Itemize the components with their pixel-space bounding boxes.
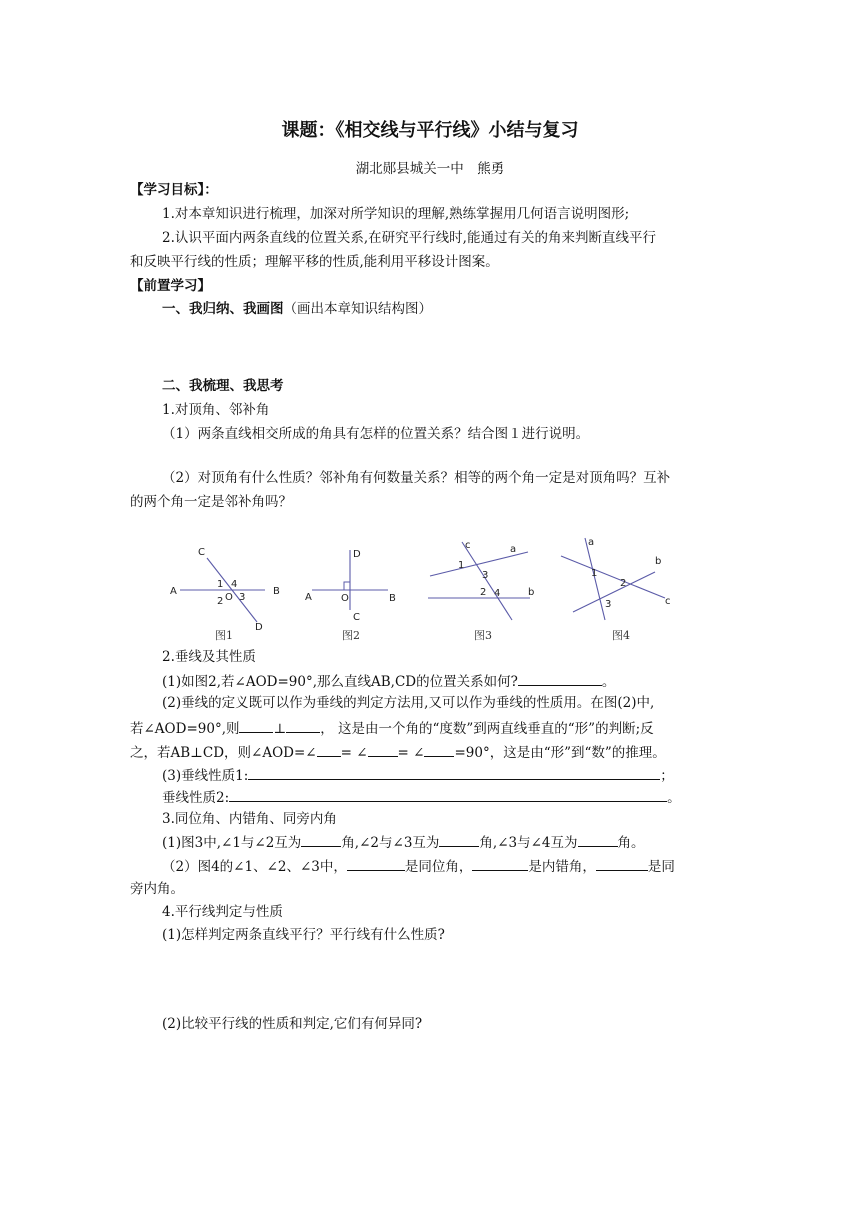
- figure-3: [420, 536, 550, 632]
- angles-q1-text-3: 角,∠3与∠4互为: [479, 835, 578, 851]
- fig3-angle-1: 1: [458, 560, 465, 571]
- figure-2-caption: 图2: [342, 629, 360, 642]
- angles-q1-blank-3[interactable]: [578, 832, 618, 847]
- perp-q2c-eq-2: = ∠: [397, 745, 425, 761]
- fig1-angle-4: 4: [231, 579, 238, 590]
- angles-q2-text-2: 是同位角，: [404, 859, 473, 875]
- goals-heading: 【学习目标】：: [130, 182, 218, 198]
- perp-q2c-blank-2[interactable]: [368, 742, 398, 757]
- angles-q1-text-2: 角,∠2与∠3互为: [341, 835, 440, 851]
- angles-question-1: [162, 832, 645, 852]
- fig4-line-a: [585, 538, 605, 620]
- author-line: 湖北郧县城关一中 熊勇: [355, 161, 505, 177]
- part-1-question-2a: （2）对顶角有什么性质？邻补角有何数量关系？相等的两个角一定是对顶角吗？互补: [162, 470, 671, 486]
- fig3-angle-3: 3: [482, 570, 489, 581]
- perp-q2b-blank-1[interactable]: [239, 718, 273, 733]
- perp-property-1: [162, 765, 674, 785]
- section-1-note: （画出本章知识结构图）: [283, 301, 432, 317]
- fig3-label-a: a: [510, 544, 517, 555]
- fig2-label-c: C: [353, 612, 360, 623]
- section-1-line: [162, 300, 432, 318]
- fig3-line-a: [430, 552, 528, 576]
- angles-q1-text-1: (1)图3中,∠1与∠2互为: [162, 835, 302, 851]
- perp-question-2a: (2)垂线的定义既可以作为垂线的判定方法用,又可以作为垂线的性质用。在图(2)中,: [162, 695, 655, 711]
- pre-heading: 【前置学习】: [130, 278, 211, 294]
- angles-q1-blank-2[interactable]: [439, 832, 479, 847]
- fig3-angle-4: 4: [494, 588, 501, 599]
- fig3-label-c: c: [465, 540, 471, 551]
- perp-property-1-blank[interactable]: [248, 765, 660, 780]
- part-1-question-2b: 的两个角一定是邻补角吗？: [130, 494, 292, 510]
- fig4-label-b: b: [655, 556, 662, 567]
- parallel-title: 4.平行线判定与性质: [162, 904, 283, 920]
- perp-question-2b: [130, 718, 654, 738]
- fig1-angle-2: 2: [217, 596, 224, 607]
- perp-q1-blank[interactable]: [518, 671, 602, 686]
- angles-q2-blank-2[interactable]: [472, 856, 528, 871]
- angles-q2-text-3: 是内错角，: [528, 859, 596, 875]
- figure-2: [300, 542, 410, 632]
- section-1-title: 一、我归纳、我画图: [162, 301, 284, 317]
- fig3-line-c: [462, 542, 512, 620]
- part-1-title: 1.对顶角、邻补角: [162, 402, 270, 418]
- fig4-line-b: [573, 572, 655, 612]
- figure-1: [165, 542, 285, 632]
- fig2-label-o: O: [341, 593, 349, 604]
- goal-item-1: 1.对本章知识进行梳理，加深对所学知识的理解,熟练掌握用几何语言说明图形;: [162, 206, 630, 222]
- angles-q2-blank-1[interactable]: [347, 856, 405, 871]
- goal-item-2b: 和反映平行线的性质；理解平移的性质,能利用平移设计图案。: [130, 254, 499, 270]
- angles-q2-text-1: （2）图4的∠1、∠2、∠3中，: [162, 859, 347, 875]
- figure-1-caption: 图1: [215, 629, 233, 642]
- fig3-angle-2: 2: [480, 587, 487, 598]
- fig2-right-angle-mark: [344, 582, 350, 590]
- fig1-label-o: O: [225, 592, 233, 603]
- figure-4-caption: 图4: [612, 629, 630, 642]
- perp-q2c-eq-1: = ∠: [340, 745, 368, 761]
- fig1-label-d: D: [255, 622, 263, 632]
- fig2-label-d: D: [353, 549, 361, 560]
- fig3-label-b: b: [528, 587, 535, 598]
- perp-q2c-blank-3[interactable]: [424, 742, 454, 757]
- figure-3-caption: 图3: [474, 629, 492, 642]
- fig4-line-c: [561, 556, 665, 598]
- fig1-angle-3: 3: [239, 592, 246, 603]
- fig1-label-c: C: [198, 547, 205, 558]
- perp-q2c-text-2: =90°，这是由“形”到“数”的推理。: [454, 745, 666, 761]
- angles-q1-blank-1[interactable]: [301, 832, 341, 847]
- perp-question-2c: [130, 742, 666, 762]
- fig4-angle-2: 2: [620, 578, 627, 589]
- angles-question-2-cont: 旁内角。: [130, 881, 184, 897]
- perp-property-2-end: 。: [667, 790, 681, 806]
- angles-q2-blank-3[interactable]: [596, 856, 648, 871]
- section-2-title: 二、我梳理、我思考: [162, 378, 284, 394]
- parallel-question-2: (2)比较平行线的性质和判定,它们有何异同?: [162, 1016, 423, 1032]
- document-title: 课题：《相交线与平行线》小结与复习: [281, 120, 579, 141]
- perp-q2c-text-1: 之，若AB⊥CD，则∠AOD=∠: [130, 745, 317, 761]
- fig1-label-b: B: [273, 586, 280, 597]
- fig2-label-a: A: [305, 592, 312, 603]
- perp-property-2: [162, 787, 681, 807]
- perp-question-1: [162, 671, 615, 691]
- perp-property-1-end: ；: [660, 768, 674, 784]
- fig4-label-c: c: [665, 596, 671, 607]
- fig1-label-a: A: [170, 586, 177, 597]
- perp-q2b-symbol: ⊥: [273, 721, 287, 737]
- angles-q2-text-4: 是同: [647, 859, 675, 875]
- fig4-angle-3: 3: [605, 599, 612, 610]
- perp-property-2-blank[interactable]: [229, 787, 667, 802]
- part-1-question-1: （1）两条直线相交所成的角具有怎样的位置关系？结合图１进行说明。: [162, 426, 590, 442]
- perp-q1-end: 。: [601, 674, 616, 690]
- goal-item-2a: 2.认识平面内两条直线的位置关系,在研究平行线时,能通过有关的角来判断直线平行: [162, 230, 656, 246]
- fig2-label-b: B: [389, 593, 396, 604]
- figure-4: [555, 534, 690, 632]
- angles-question-2: [162, 856, 675, 876]
- fig4-label-a: a: [588, 537, 595, 548]
- angles-title: 3.同位角、内错角、同旁内角: [162, 811, 337, 827]
- perp-property-1-label: (3)垂线性质1:: [162, 768, 249, 784]
- perp-q1-text: (1)如图2,若∠AOD=90°,那么直线AB,CD的位置关系如何?: [162, 674, 518, 690]
- perp-title: 2.垂线及其性质: [162, 649, 256, 665]
- angles-q1-text-4: 角。: [617, 835, 645, 851]
- perp-q2b-text-1: 若∠AOD=90°,则: [130, 721, 240, 737]
- perp-q2b-text-2: ， 这是由一个角的“度数”到两直线垂直的“形”的判断;反: [320, 721, 654, 737]
- perp-property-2-label: 垂线性质2:: [162, 790, 230, 806]
- perp-q2b-blank-2[interactable]: [286, 718, 320, 733]
- fig4-angle-1: 1: [591, 568, 598, 579]
- fig1-angle-1: 1: [217, 579, 224, 590]
- perp-q2c-blank-1[interactable]: [317, 742, 341, 757]
- parallel-question-1: (1)怎样判定两条直线平行？平行线有什么性质?: [162, 927, 445, 943]
